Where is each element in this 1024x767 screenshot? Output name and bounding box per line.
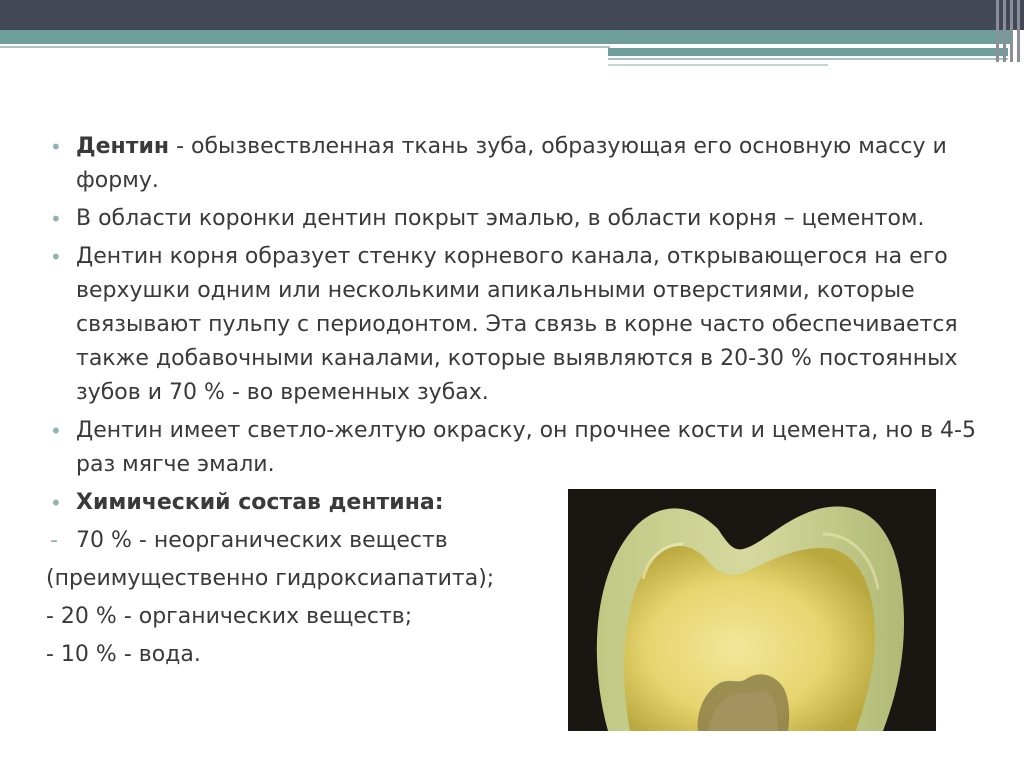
bullet-icon: • bbox=[50, 491, 62, 515]
accent-line bbox=[608, 64, 828, 66]
bullet-item bbox=[0, 240, 1000, 410]
accent-block bbox=[608, 48, 1008, 56]
bullet-icon: • bbox=[50, 245, 62, 269]
section-heading: Химический состав дентина: bbox=[76, 490, 444, 515]
decor-stripe bbox=[1003, 0, 1006, 62]
bullet-item bbox=[0, 414, 1000, 482]
bullet-text: Дентин имеет светло-желтую окраску, он прочнее кости и цемента, но в 4-5 раз мягче эмали. bbox=[76, 418, 976, 477]
accent-band bbox=[0, 30, 1010, 44]
bullet-icon: • bbox=[50, 419, 62, 443]
decor-stripe bbox=[996, 0, 999, 62]
composition-line: - 10 % - вода. bbox=[46, 642, 201, 667]
decor-stripe bbox=[1010, 0, 1013, 62]
composition-line: - 20 % - органических веществ; bbox=[46, 604, 413, 629]
term-bold: Дентин bbox=[76, 134, 170, 159]
bullet-icon: • bbox=[50, 135, 62, 159]
header-bar bbox=[0, 0, 1024, 30]
bullet-text: Дентин корня образует стенку корневого канала, открывающегося на его верхушки одним или несколькими апикальными отверстиями, которые связывают пульпу с периодонтом. Эта связь в корне часто обеспечивается также добавочными каналами, которые выявляются в 20-30 % постоянных зубов и 70 % - во временных зубах. bbox=[76, 244, 958, 405]
tooth-image bbox=[568, 489, 936, 731]
bullet-item bbox=[0, 130, 1000, 198]
bullet-text: В области коронки дентин покрыт эмалью, в области корня – цементом. bbox=[76, 206, 925, 231]
composition-line: (преимущественно гидроксиапатита); bbox=[46, 566, 495, 591]
decor-stripe bbox=[1017, 0, 1020, 62]
tooth-illustration bbox=[568, 489, 936, 731]
bullet-item bbox=[0, 202, 1000, 236]
accent-line bbox=[608, 58, 1008, 60]
composition-text: 70 % - неорганических веществ bbox=[76, 528, 448, 553]
bullet-icon: • bbox=[50, 207, 62, 231]
dash-icon: - bbox=[50, 528, 58, 553]
accent-line bbox=[0, 46, 610, 48]
bullet-text: - обызвествленная ткань зуба, образующая его основную массу и форму. bbox=[76, 134, 947, 193]
